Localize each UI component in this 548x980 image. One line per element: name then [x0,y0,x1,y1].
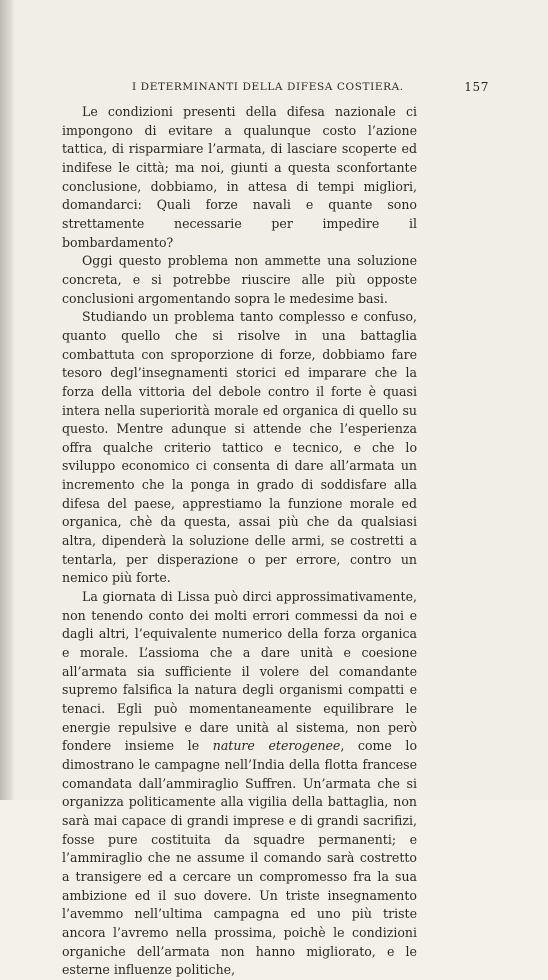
paragraph-3: Studiando un problema tanto complesso e confuso, quanto quello che si risolve in una battaglia combattuta con sproporzione di forze, dobbiamo fare tesoro degl’insegnamenti storici ed imparare che la forza della vittoria del debole contro il forte è quasi intera nella superiorità morale ed organica di quello su questo. Mentre adunque si attende che l’esperienza offra qualche criterio tattico e tecnico, e che lo sviluppo economico ci consenta di dare all’armata un incremento che la ponga in grado di soddisfare alla difesa del paese, apprestiamo la funzione morale ed organica, chè da questa, assai più che da qualsiasi altra, dipenderà la soluzione delle armi, se costretti a tentarla, per disperazione o per errore, contro un nemico più forte. [62,309,417,586]
italic-phrase: nature eterogenee [212,738,341,754]
running-title: I DETERMINANTI DELLA DIFESA COSTIERA. [132,81,404,93]
paragraph-4-end: , come lo dimostrano le campagne nell’India della flotta francese comandata dall’ammiraglio Suffren. Un’armata che si organizza politicamente alla vigilia della battaglia, non sarà mai capace di grandi imprese e di grandi sacrifizi, fosse pure costituita da squadre permanenti; e l’ammiraglio che ne assume il comando sarà costretto a transigere ed a cercare un compromesso fra la sua ambizione ed il suo dovere. Un triste insegnamento l’avemmo nell’ultima campagna ed uno più triste ancora l’avremo nella prossima, poichè le condizioni organiche dell’armata non hanno migliorato, e le esterne influenze politiche, [62,738,418,978]
paragraph-2: Oggi questo problema non ammette una soluzione concreta, e si potrebbe riuscire alle più opposte conclusioni argomentando sopra le medesime basi. [62,253,417,306]
paragraph-4-start: La giornata di Lissa può dirci approssimativamente, non tenendo conto dei molti errori commessi da noi e dagli altri, l’equivalente numerico della forza organica e morale. L’assioma che a dare unità e coesione all’armata sia sufficiente il volere del comandante supremo falsifica la natura degli organismi compatti e tenaci. Egli può momentaneamente equilibrare le energie repulsive e dare unità al sistema, non però fondere insieme le [62,589,417,754]
body-text [62,103,417,980]
page-gutter-shadow [0,0,14,800]
paragraph-1: Le condizioni presenti della difesa nazionale ci impongono di evitare a qualunque costo l’azione tattica, di risparmiare l’armata, di lasciare scoperte ed indifese le città; ma noi, giunti a questa sconfortante conclusione, dobbiamo, in attesa di tempi migliori, domandarci: Quali forze navali e quante sono strettamente necessarie per impedire il bombardamento? [62,104,417,250]
paragraph-4 [62,588,417,980]
page-number: 157 [464,80,489,94]
running-header [106,79,489,95]
